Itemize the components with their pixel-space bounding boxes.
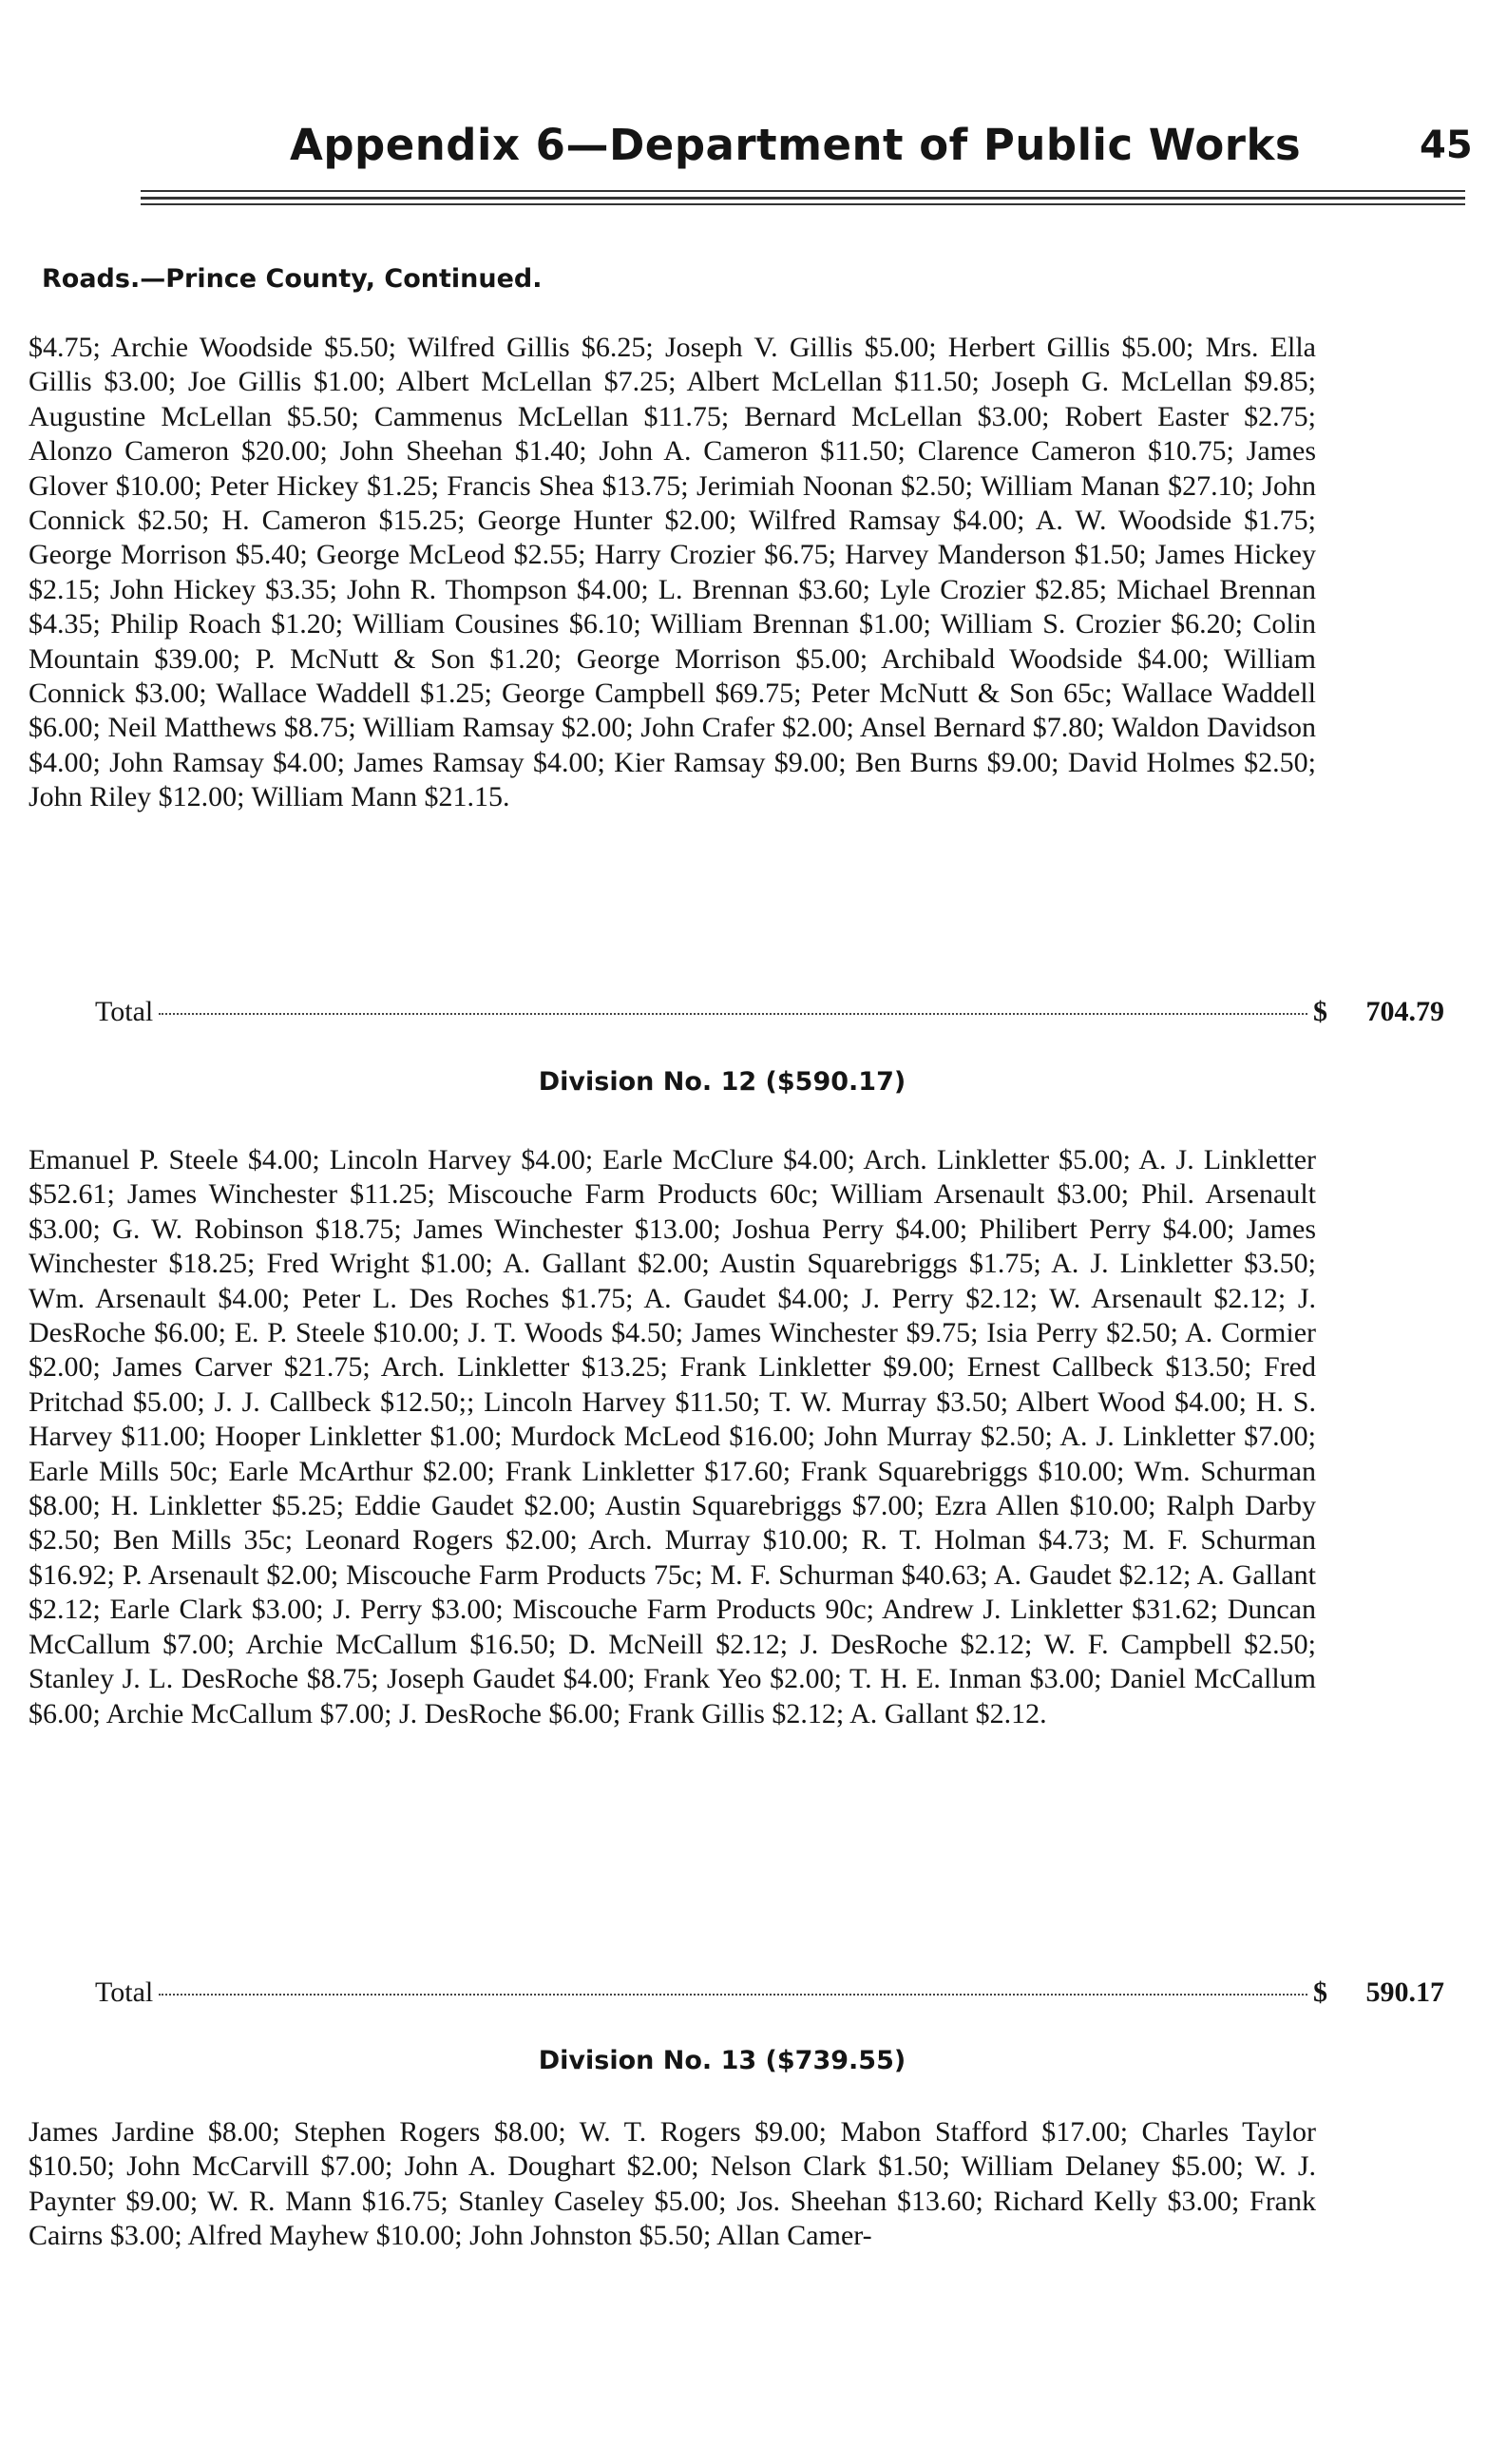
total-row: [95, 1977, 1444, 2015]
header-rule: [141, 203, 1465, 205]
header-rule: [141, 197, 1465, 200]
payment-paragraph: James Jardine $8.00; Stephen Rogers $8.00; W. T. Rogers $9.00; Mabon Stafford $17.00; Charles Taylor $10.50; John McCarvill $7.00; John A. Doughart $2.00; Nelson Clark $1.50; William Delaney $5.00; W. J. Paynter $9.00; W. R. Mann $16.75; Stanley Caseley $5.00; Jos. Sheehan $13.60; Richard Kelly $3.00; Frank Cairns $3.00; Alfred Mayhew $10.00; John Johnston $5.50; Allan Camer-: [29, 2116, 1316, 2252]
total-currency: $: [1313, 996, 1327, 1027]
total-label: Total: [95, 1977, 154, 2008]
division-heading: Division No. 13 ($739.55): [538, 2046, 906, 2075]
total-row: [95, 996, 1444, 1034]
page-number: 45: [1420, 124, 1473, 167]
page-header: [0, 112, 1507, 179]
payment-paragraph: $4.75; Archie Woodside $5.50; Wilfred Gillis $6.25; Joseph V. Gillis $5.00; Herbert Gillis $5.00; Mrs. Ella Gillis $3.00; Joe Gillis $1.00; Albert McLellan $7.25; Albert McLellan $11.50; Joseph G. McLellan $9.85; Augustine McLellan $5.50; Cammenus McLellan $11.75; Bernard McLellan $3.00; Robert Easter $2.75; Alonzo Cameron $20.00; John Sheehan $1.40; John A. Cameron $11.50; Clarence Cameron $10.75; James Glover $10.00; Peter Hickey $1.25; Francis Shea $13.75; Jerimiah Noonan $2.50; William Manan $27.10; John Connick $2.50; H. Cameron $15.25; George Hunter $2.00; Wilfred Ramsay $4.00; A. W. Woodside $1.75; George Morrison $5.40; George McLeod $2.55; Harry Crozier $6.75; Harvey Manderson $1.50; James Hickey $2.15; John Hickey $3.35; John R. Thompson $4.00; L. Brennan $3.60; Lyle Crozier $2.85; Michael Brennan $4.35; Philip Roach $1.20; William Cousines $6.10; William Brennan $1.00; William S. Crozier $6.20; Colin Mountain $39.00; P. McNutt & Son $1.20; George Morrison $5.00; Archibald Woodside $4.00; William Connick $3.00; Wallace Waddell $1.25; George Campbell $69.75; Peter McNutt & Son 65c; Wallace Waddell $6.00; Neil Matthews $8.75; William Ramsay $2.00; John Crafer $2.00; Ansel Bernard $7.80; Waldon Davidson $4.00; John Ramsay $4.00; James Ramsay $4.00; Kier Ramsay $9.00; Ben Burns $9.00; David Holmes $2.50; John Riley $12.00; William Mann $21.15.: [29, 332, 1316, 813]
payment-paragraph: Emanuel P. Steele $4.00; Lincoln Harvey $4.00; Earle McClure $4.00; Arch. Linkletter $5.00; A. J. Linkletter $52.61; James Winchester $11.25; Miscouche Farm Products 60c; William Arsenault $3.00; Phil. Arsenault $3.00; G. W. Robinson $18.75; James Winchester $13.00; Joshua Perry $4.00; Philibert Perry $4.00; James Winchester $18.25; Fred Wright $1.00; A. Gallant $2.00; Austin Squarebriggs $1.75; A. J. Linkletter $3.50; Wm. Arsenault $4.00; Peter L. Des Roches $1.75; A. Gaudet $4.00; J. Perry $2.12; W. Arsenault $2.12; J. DesRoche $6.00; E. P. Steele $10.00; J. T. Woods $4.50; James Winchester $9.75; Isia Perry $2.50; A. Cormier $2.00; James Carver $21.75; Arch. Linkletter $13.25; Frank Linkletter $9.00; Ernest Callbeck $13.50; Fred Pritchad $5.00; J. J. Callbeck $12.50;; Lincoln Harvey $11.50; T. W. Murray $3.50; Albert Wood $4.00; H. S. Harvey $11.00; Hooper Linkletter $1.00; Murdock McLeod $16.00; John Murray $2.50; A. J. Linkletter $7.00; Earle Mills 50c; Earle McArthur $2.00; Frank Linkletter $17.60; Frank Squarebriggs $10.00; Wm. Schurman $8.00; H. Linkletter $5.25; Eddie Gaudet $2.00; Austin Squarebriggs $7.00; Ezra Allen $10.00; Ralph Darby $2.50; Ben Mills 35c; Leonard Rogers $2.00; Arch. Murray $10.00; R. T. Holman $4.73; M. F. Schurman $16.92; P. Arsenault $2.00; Miscouche Farm Products 75c; M. F. Schurman $40.63; A. Gaudet $2.12; A. Gallant $2.12; Earle Clark $3.00; J. Perry $3.00; Miscouche Farm Products 90c; Andrew J. Linkletter $31.62; Duncan McCallum $7.00; Archie McCallum $16.50; D. McNeill $2.12; J. DesRoche $2.12; W. F. Campbell $2.50; Stanley J. L. DesRoche $8.75; Joseph Gaudet $4.00; Frank Yeo $2.00; T. H. E. Inman $3.00; Daniel McCallum $6.00; Archie McCallum $7.00; J. DesRoche $6.00; Frank Gillis $2.12; A. Gallant $2.12.: [29, 1144, 1316, 1729]
total-label: Total: [95, 996, 154, 1027]
dot-leader: [159, 1013, 1307, 1015]
total-amount: 590.17: [1365, 1977, 1444, 2008]
header-title: Appendix 6—Department of Public Works: [290, 120, 1302, 170]
total-amount: 704.79: [1365, 996, 1444, 1027]
division-heading: Division No. 12 ($590.17): [538, 1067, 906, 1097]
header-rule: [141, 190, 1465, 192]
section-title: Roads.—Prince County, Continued.: [42, 264, 543, 294]
dot-leader: [159, 1994, 1307, 1996]
total-currency: $: [1313, 1977, 1327, 2008]
